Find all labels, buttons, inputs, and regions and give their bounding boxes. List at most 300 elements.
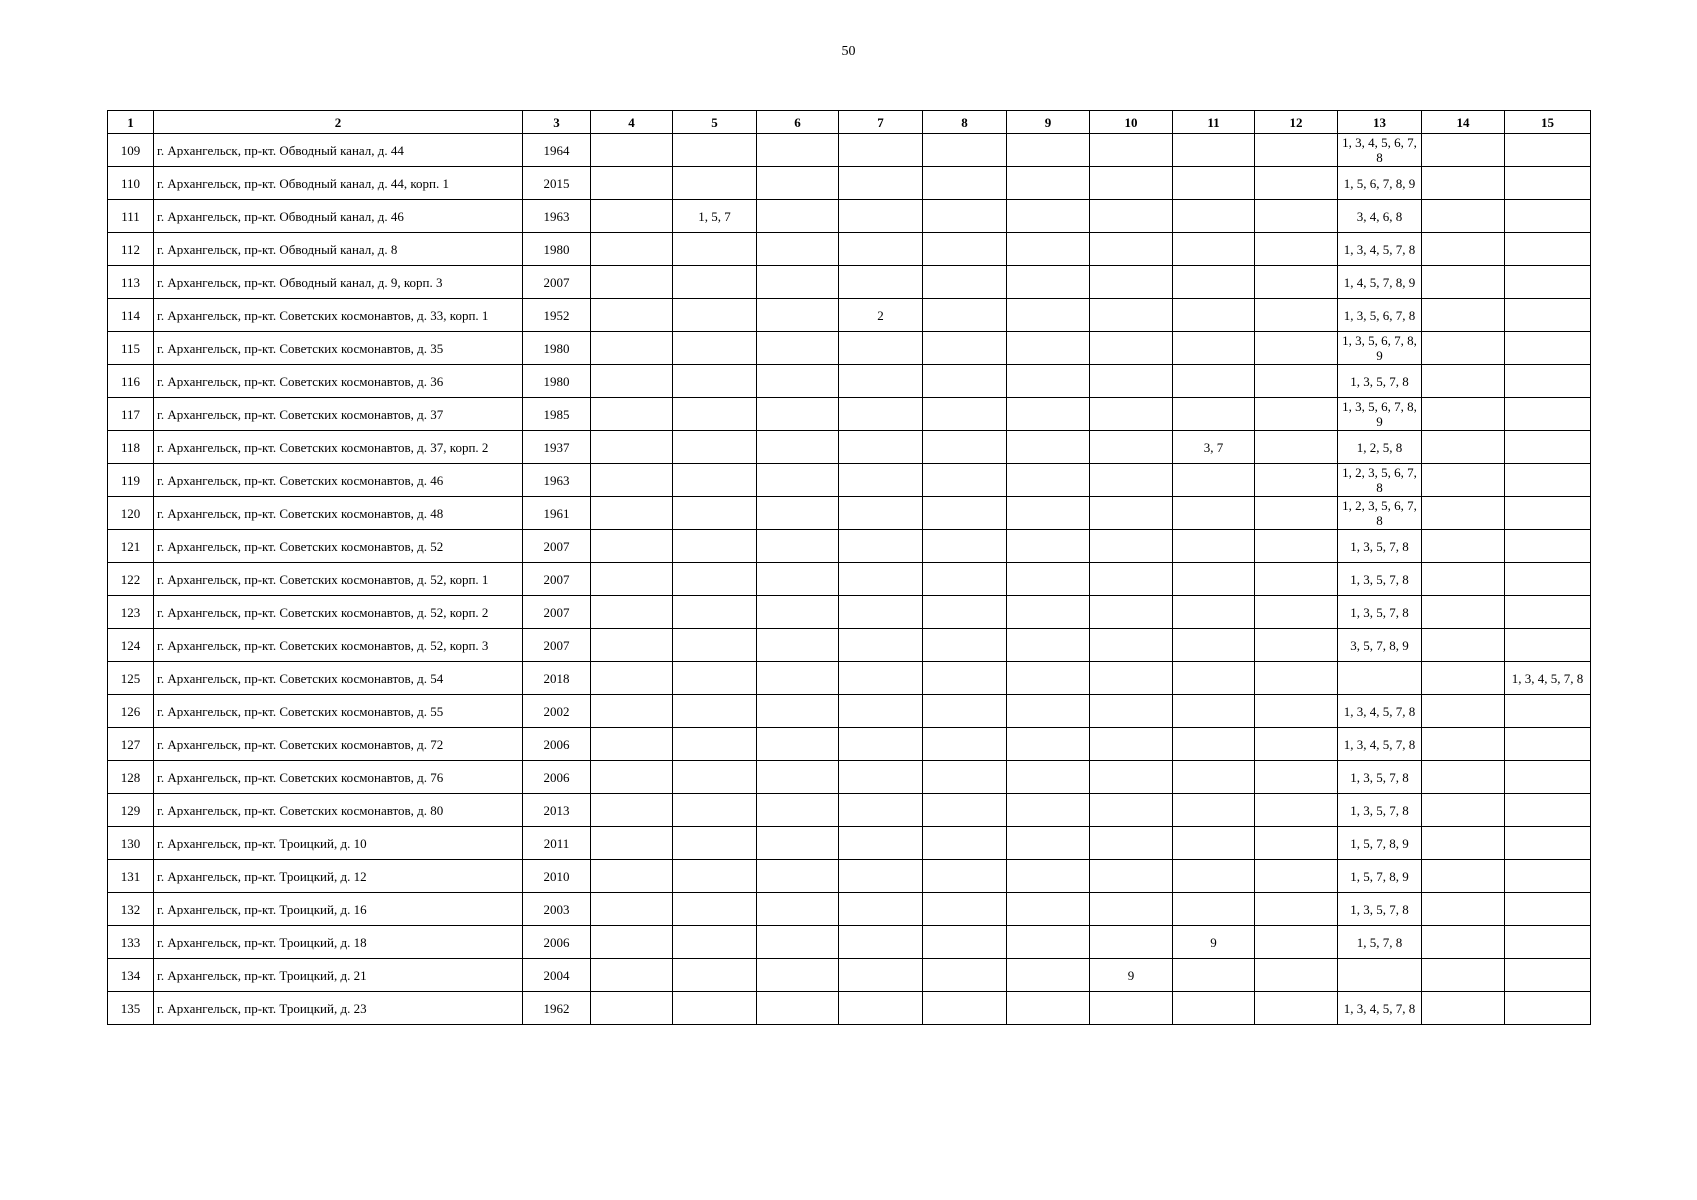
table-cell <box>1090 992 1173 1025</box>
table-cell <box>839 398 923 431</box>
table-cell <box>673 860 757 893</box>
address-cell: г. Архангельск, пр-кт. Троицкий, д. 12 <box>154 860 523 893</box>
table-cell <box>1422 893 1505 926</box>
table-cell <box>923 596 1007 629</box>
table-cell <box>591 926 673 959</box>
table-cell <box>839 695 923 728</box>
address-cell: г. Архангельск, пр-кт. Советских космонавтов, д. 80 <box>154 794 523 827</box>
table-cell <box>1255 827 1338 860</box>
year-cell: 1937 <box>523 431 591 464</box>
address-cell: г. Архангельск, пр-кт. Обводный канал, д. 44, корп. 1 <box>154 167 523 200</box>
table-cell <box>1007 167 1090 200</box>
table-cell <box>1007 926 1090 959</box>
table-cell: 2 <box>839 299 923 332</box>
table-cell <box>1173 464 1255 497</box>
table-row <box>108 629 1591 662</box>
table-cell <box>1505 563 1591 596</box>
table-row <box>108 992 1591 1025</box>
table-cell <box>757 860 839 893</box>
table-cell <box>1173 200 1255 233</box>
address-cell: г. Архангельск, пр-кт. Советских космонавтов, д. 37 <box>154 398 523 431</box>
table-cell <box>757 761 839 794</box>
table-cell <box>1422 794 1505 827</box>
table-cell <box>1173 893 1255 926</box>
row-number-cell: 124 <box>108 629 154 662</box>
table-cell <box>757 431 839 464</box>
table-cell <box>1505 200 1591 233</box>
table-cell <box>673 596 757 629</box>
table-cell <box>591 992 673 1025</box>
year-cell: 1963 <box>523 200 591 233</box>
row-number-cell: 131 <box>108 860 154 893</box>
row-number-cell: 127 <box>108 728 154 761</box>
table-cell: 1, 3, 5, 6, 7, 8, 9 <box>1338 398 1422 431</box>
table-cell <box>1007 134 1090 167</box>
row-number-cell: 135 <box>108 992 154 1025</box>
address-cell: г. Архангельск, пр-кт. Советских космонавтов, д. 52 <box>154 530 523 563</box>
table-cell <box>757 728 839 761</box>
table-cell <box>1090 596 1173 629</box>
table-cell <box>923 464 1007 497</box>
year-cell: 2007 <box>523 629 591 662</box>
table-row <box>108 497 1591 530</box>
column-header: 7 <box>839 111 923 134</box>
table-row <box>108 266 1591 299</box>
table-cell <box>1007 893 1090 926</box>
table-cell <box>839 596 923 629</box>
table-cell <box>1255 860 1338 893</box>
table-cell <box>839 497 923 530</box>
table-cell <box>757 134 839 167</box>
year-cell: 1963 <box>523 464 591 497</box>
table-cell <box>1505 530 1591 563</box>
table-cell <box>757 959 839 992</box>
table-cell: 1, 3, 5, 6, 7, 8, 9 <box>1338 332 1422 365</box>
table-cell <box>923 365 1007 398</box>
table-cell: 1, 2, 3, 5, 6, 7, 8 <box>1338 464 1422 497</box>
table-cell <box>1090 530 1173 563</box>
table-cell <box>1173 332 1255 365</box>
table-cell <box>1422 497 1505 530</box>
table-cell <box>1422 992 1505 1025</box>
table-cell <box>839 827 923 860</box>
table-cell <box>1422 629 1505 662</box>
table-cell: 1, 4, 5, 7, 8, 9 <box>1338 266 1422 299</box>
table-cell <box>1422 365 1505 398</box>
table-cell <box>1255 794 1338 827</box>
table-cell: 1, 3, 4, 5, 7, 8 <box>1338 992 1422 1025</box>
table-cell <box>673 365 757 398</box>
table-cell <box>1090 728 1173 761</box>
year-cell: 2006 <box>523 728 591 761</box>
table-cell <box>673 926 757 959</box>
table-cell <box>1007 299 1090 332</box>
table-cell <box>1255 134 1338 167</box>
table-cell <box>839 332 923 365</box>
address-cell: г. Архангельск, пр-кт. Троицкий, д. 18 <box>154 926 523 959</box>
table-cell <box>673 431 757 464</box>
table-cell <box>1255 893 1338 926</box>
table-cell <box>591 398 673 431</box>
row-number-cell: 133 <box>108 926 154 959</box>
table-cell <box>1007 860 1090 893</box>
table-cell <box>839 167 923 200</box>
table-cell <box>839 893 923 926</box>
table-cell <box>757 332 839 365</box>
table-cell <box>1173 530 1255 563</box>
table-cell <box>1173 860 1255 893</box>
table-cell <box>1007 992 1090 1025</box>
table-cell <box>839 959 923 992</box>
column-header: 8 <box>923 111 1007 134</box>
table-cell <box>1090 761 1173 794</box>
table-cell <box>923 299 1007 332</box>
table-cell <box>1090 464 1173 497</box>
table-cell <box>839 530 923 563</box>
table-row <box>108 728 1591 761</box>
table-cell <box>839 860 923 893</box>
table-cell: 1, 5, 7, 8, 9 <box>1338 860 1422 893</box>
table-cell <box>1255 431 1338 464</box>
table-cell <box>1173 233 1255 266</box>
table-cell <box>1255 662 1338 695</box>
table-cell <box>1255 233 1338 266</box>
table-cell <box>757 827 839 860</box>
table-cell <box>1007 332 1090 365</box>
table-cell <box>591 530 673 563</box>
year-cell: 2013 <box>523 794 591 827</box>
table-cell <box>1173 167 1255 200</box>
table-cell: 1, 5, 6, 7, 8, 9 <box>1338 167 1422 200</box>
year-cell: 2007 <box>523 266 591 299</box>
table-cell <box>1255 266 1338 299</box>
table-cell: 1, 3, 5, 7, 8 <box>1338 761 1422 794</box>
year-cell: 1985 <box>523 398 591 431</box>
table-cell <box>1007 464 1090 497</box>
table-cell <box>1090 794 1173 827</box>
table-cell: 1, 3, 5, 7, 8 <box>1338 596 1422 629</box>
column-header: 6 <box>757 111 839 134</box>
table-cell <box>1007 728 1090 761</box>
table-cell <box>1422 233 1505 266</box>
address-cell: г. Архангельск, пр-кт. Советских космонавтов, д. 48 <box>154 497 523 530</box>
table-row <box>108 398 1591 431</box>
year-cell: 1980 <box>523 332 591 365</box>
table-cell <box>1505 233 1591 266</box>
column-header: 13 <box>1338 111 1422 134</box>
table-cell <box>839 794 923 827</box>
table-cell <box>673 827 757 860</box>
row-number-cell: 113 <box>108 266 154 299</box>
table-cell <box>923 233 1007 266</box>
table-cell <box>1090 695 1173 728</box>
year-cell: 1961 <box>523 497 591 530</box>
table-cell <box>591 662 673 695</box>
table-cell: 1, 2, 5, 8 <box>1338 431 1422 464</box>
table-cell <box>591 266 673 299</box>
table-cell <box>673 266 757 299</box>
year-cell: 2007 <box>523 563 591 596</box>
table-cell <box>1090 563 1173 596</box>
table-cell <box>1173 563 1255 596</box>
row-number-cell: 123 <box>108 596 154 629</box>
table-cell <box>923 728 1007 761</box>
table-cell <box>1007 233 1090 266</box>
data-table <box>107 110 1591 1025</box>
address-cell: г. Архангельск, пр-кт. Троицкий, д. 23 <box>154 992 523 1025</box>
table-cell <box>1173 728 1255 761</box>
table-cell <box>757 365 839 398</box>
table-cell <box>673 134 757 167</box>
table-cell <box>1422 662 1505 695</box>
table-cell <box>1007 431 1090 464</box>
table-cell <box>1422 728 1505 761</box>
address-cell: г. Архангельск, пр-кт. Советских космонавтов, д. 52, корп. 1 <box>154 563 523 596</box>
table-cell <box>839 629 923 662</box>
table-row <box>108 893 1591 926</box>
row-number-cell: 109 <box>108 134 154 167</box>
table-cell <box>1422 134 1505 167</box>
table-row <box>108 794 1591 827</box>
table-cell <box>1255 695 1338 728</box>
table-cell <box>591 959 673 992</box>
year-cell: 1964 <box>523 134 591 167</box>
table-cell <box>1255 497 1338 530</box>
address-cell: г. Архангельск, пр-кт. Обводный канал, д. 46 <box>154 200 523 233</box>
table-cell <box>591 728 673 761</box>
table-cell <box>923 926 1007 959</box>
column-header: 3 <box>523 111 591 134</box>
table-cell <box>757 563 839 596</box>
table-cell <box>1173 629 1255 662</box>
table-cell <box>923 794 1007 827</box>
year-cell: 2018 <box>523 662 591 695</box>
table-cell <box>673 728 757 761</box>
table-cell <box>1255 200 1338 233</box>
table-cell <box>1173 662 1255 695</box>
year-cell: 1962 <box>523 992 591 1025</box>
table-cell <box>1422 299 1505 332</box>
table-cell <box>1255 596 1338 629</box>
table-cell <box>1255 299 1338 332</box>
year-cell: 2006 <box>523 926 591 959</box>
table-cell: 3, 4, 6, 8 <box>1338 200 1422 233</box>
table-cell <box>591 167 673 200</box>
table-cell <box>923 398 1007 431</box>
table-cell <box>673 563 757 596</box>
table-cell <box>591 563 673 596</box>
table-cell <box>1090 299 1173 332</box>
address-cell: г. Архангельск, пр-кт. Советских космонавтов, д. 33, корп. 1 <box>154 299 523 332</box>
table-cell <box>1505 266 1591 299</box>
table-cell <box>1505 860 1591 893</box>
table-cell <box>591 596 673 629</box>
table-cell <box>1007 662 1090 695</box>
table-cell <box>1090 365 1173 398</box>
table-cell <box>1505 992 1591 1025</box>
table-cell <box>1173 299 1255 332</box>
table-cell <box>1505 728 1591 761</box>
row-number-cell: 116 <box>108 365 154 398</box>
table-cell: 1, 3, 4, 5, 7, 8 <box>1338 695 1422 728</box>
table-cell <box>1173 497 1255 530</box>
table-cell <box>1090 860 1173 893</box>
table-cell <box>839 563 923 596</box>
table-cell <box>757 629 839 662</box>
table-cell: 1, 3, 4, 5, 6, 7, 8 <box>1338 134 1422 167</box>
table-cell <box>673 167 757 200</box>
table-cell <box>1007 629 1090 662</box>
table-cell <box>923 530 1007 563</box>
table-cell <box>1422 398 1505 431</box>
table-cell <box>1173 827 1255 860</box>
table-row <box>108 596 1591 629</box>
table-cell <box>1173 794 1255 827</box>
table-cell <box>839 662 923 695</box>
table-row <box>108 332 1591 365</box>
table-cell <box>1505 959 1591 992</box>
table-cell <box>1090 233 1173 266</box>
table-cell <box>923 860 1007 893</box>
table-cell <box>1173 596 1255 629</box>
table-cell <box>757 893 839 926</box>
table-cell <box>1255 332 1338 365</box>
table-cell <box>757 992 839 1025</box>
table-cell <box>839 134 923 167</box>
row-number-cell: 112 <box>108 233 154 266</box>
table-cell <box>1090 827 1173 860</box>
table-cell <box>1422 167 1505 200</box>
table-cell <box>1422 563 1505 596</box>
table-row <box>108 200 1591 233</box>
table-cell <box>673 761 757 794</box>
table-cell <box>1422 200 1505 233</box>
column-header: 11 <box>1173 111 1255 134</box>
table-cell <box>1255 959 1338 992</box>
table-cell <box>1007 794 1090 827</box>
table-row <box>108 431 1591 464</box>
address-cell: г. Архангельск, пр-кт. Советских космонавтов, д. 52, корп. 3 <box>154 629 523 662</box>
table-cell <box>591 695 673 728</box>
year-cell: 1980 <box>523 365 591 398</box>
table-cell <box>1255 926 1338 959</box>
table-cell <box>923 497 1007 530</box>
table-cell <box>673 695 757 728</box>
table-cell <box>839 464 923 497</box>
table-cell: 3, 5, 7, 8, 9 <box>1338 629 1422 662</box>
table-cell <box>673 398 757 431</box>
table-cell <box>839 761 923 794</box>
table-cell <box>1090 134 1173 167</box>
table-row <box>108 827 1591 860</box>
row-number-cell: 130 <box>108 827 154 860</box>
column-header: 15 <box>1505 111 1591 134</box>
row-number-cell: 119 <box>108 464 154 497</box>
table-cell: 1, 5, 7 <box>673 200 757 233</box>
table-cell: 1, 3, 5, 7, 8 <box>1338 794 1422 827</box>
column-header: 10 <box>1090 111 1173 134</box>
table-cell <box>757 695 839 728</box>
table-cell <box>1505 893 1591 926</box>
table-cell <box>923 893 1007 926</box>
table-cell <box>591 497 673 530</box>
table-cell <box>1090 926 1173 959</box>
table-cell <box>673 497 757 530</box>
table-row <box>108 563 1591 596</box>
table-cell <box>1422 431 1505 464</box>
table-cell <box>1173 992 1255 1025</box>
year-cell: 2015 <box>523 167 591 200</box>
address-cell: г. Архангельск, пр-кт. Советских космонавтов, д. 37, корп. 2 <box>154 431 523 464</box>
table-cell <box>1173 695 1255 728</box>
table-cell <box>923 629 1007 662</box>
table-cell <box>1255 365 1338 398</box>
table-cell <box>1007 200 1090 233</box>
table-body <box>108 134 1591 1025</box>
table-cell <box>1007 827 1090 860</box>
table-cell <box>757 299 839 332</box>
table-cell <box>1173 398 1255 431</box>
table-cell <box>673 464 757 497</box>
row-number-cell: 114 <box>108 299 154 332</box>
table-cell <box>1505 761 1591 794</box>
address-cell: г. Архангельск, пр-кт. Обводный канал, д. 9, корп. 3 <box>154 266 523 299</box>
table-cell: 1, 2, 3, 5, 6, 7, 8 <box>1338 497 1422 530</box>
table-cell <box>839 992 923 1025</box>
table-cell <box>1505 299 1591 332</box>
table-cell <box>839 266 923 299</box>
table-row <box>108 167 1591 200</box>
table-cell <box>1173 266 1255 299</box>
year-cell: 1952 <box>523 299 591 332</box>
table-cell <box>839 233 923 266</box>
row-number-cell: 134 <box>108 959 154 992</box>
table-cell <box>1255 464 1338 497</box>
table-cell <box>1422 827 1505 860</box>
table-cell <box>923 332 1007 365</box>
table-row <box>108 233 1591 266</box>
year-cell: 2007 <box>523 596 591 629</box>
table-cell <box>1338 662 1422 695</box>
table-cell <box>673 530 757 563</box>
row-number-cell: 132 <box>108 893 154 926</box>
year-cell: 2010 <box>523 860 591 893</box>
table-cell <box>839 728 923 761</box>
table-cell <box>923 695 1007 728</box>
table-cell <box>1255 563 1338 596</box>
table-cell: 1, 3, 4, 5, 7, 8 <box>1338 728 1422 761</box>
year-cell: 2011 <box>523 827 591 860</box>
address-cell: г. Архангельск, пр-кт. Советских космонавтов, д. 36 <box>154 365 523 398</box>
table-cell <box>673 992 757 1025</box>
table-cell <box>1505 431 1591 464</box>
table-cell <box>757 464 839 497</box>
address-cell: г. Архангельск, пр-кт. Советских космонавтов, д. 54 <box>154 662 523 695</box>
table-cell <box>757 662 839 695</box>
table-cell <box>839 200 923 233</box>
table-cell <box>757 596 839 629</box>
table-cell <box>1007 365 1090 398</box>
year-cell: 2004 <box>523 959 591 992</box>
table-cell <box>1422 695 1505 728</box>
row-number-cell: 110 <box>108 167 154 200</box>
table-cell <box>1173 959 1255 992</box>
year-cell: 2007 <box>523 530 591 563</box>
table-cell <box>923 266 1007 299</box>
table-cell <box>757 200 839 233</box>
table-cell: 1, 3, 4, 5, 7, 8 <box>1338 233 1422 266</box>
table-cell <box>923 761 1007 794</box>
